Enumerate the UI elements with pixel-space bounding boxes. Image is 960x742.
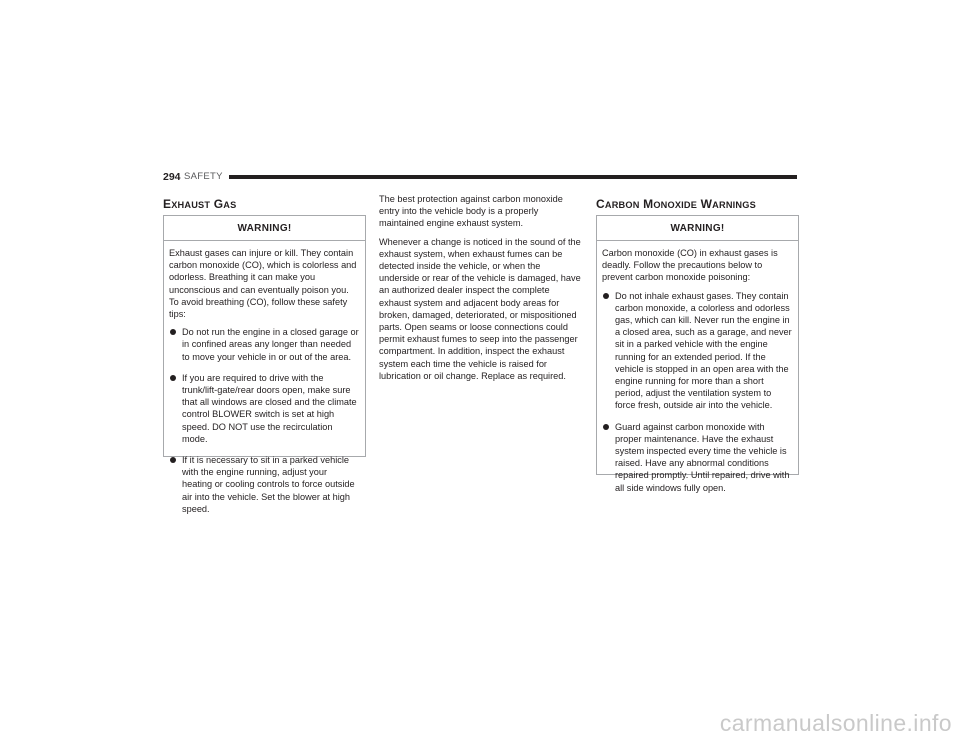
bullet-icon <box>603 424 609 430</box>
watermark: carmanualsonline.info <box>719 710 952 736</box>
page-header <box>163 170 797 184</box>
warning-intro: Carbon monoxide (CO) in exhaust gases is deadly. Follow the precautions below to prevent carbon monoxide poisoning: <box>602 248 778 283</box>
section-name: SAFETY <box>184 171 223 182</box>
co-warning-box <box>596 215 799 493</box>
co-warnings-column <box>596 197 798 212</box>
bullet-icon <box>170 329 176 335</box>
bullet-icon <box>170 457 176 463</box>
paragraph: The best protection against carbon monoxide entry into the vehicle body is a properly maintained engine exhaust system. <box>379 194 563 229</box>
list-item: If you are required to drive with the trunk/lift-gate/rear doors open, make sure that all windows are closed and the climate control BLOWER switch is set at high speed. DO NOT use the recirculation mode. <box>169 372 359 445</box>
co-warnings-heading: CARBON MONOXIDE WARNINGS <box>596 197 756 211</box>
exhaust-system-text <box>379 193 581 388</box>
list-item: Do not inhale exhaust gases. They contain carbon monoxide, a colorless and odorless gas, which can kill. Never run the engine in a closed area, such as a garage, and never sit in a parked vehicle with the engine running for an extended period. If the vehicle is stopped in an open area with the engine running for more than a short period, adjust the ventilation system to force fresh, outside air into the vehicle. <box>602 290 792 412</box>
list-item: Guard against carbon monoxide with proper maintenance. Have the exhaust system inspected every time the vehicle is raised. Have any abnormal conditions repaired promptly. Until repaired, drive with all side windows fully open. <box>602 421 792 494</box>
warning-title: WARNING! <box>164 216 365 241</box>
warning-intro: Exhaust gases can injure or kill. They contain carbon monoxide (CO), which is colorless and odorless. Breathing it can make you unconscious and can eventually poison you. To avoid breathing (CO), follow these safety tips: <box>169 248 357 320</box>
warning-title: WARNING! <box>597 216 798 241</box>
exhaust-gas-heading: EXHAUST GAS <box>163 197 237 211</box>
exhaust-gas-column <box>163 197 365 212</box>
list-item: If it is necessary to sit in a parked vehicle with the engine running, adjust your heating or cooling controls to force outside air into the vehicle. Set the blower at high speed. <box>169 454 359 515</box>
bullet-icon <box>603 293 609 299</box>
bullet-icon <box>170 375 176 381</box>
paragraph: Whenever a change is noticed in the sound of the exhaust system, when exhaust fumes can be detected inside the vehicle, or when the underside or rear of the vehicle is damaged, have an authorized dealer inspect the complete exhaust system and adjacent body areas for broken, damaged, deteriorated, or mispositioned parts. Open seams or loose connections could permit exhaust fumes to seep into the passenger compartment. In addition, inspect the exhaust system each time the vehicle is raised for lubrication or oil change. Replace as required. <box>379 236 581 381</box>
page-number: 294 <box>163 171 181 183</box>
exhaust-warning-box <box>163 215 366 514</box>
header-rule <box>229 175 797 179</box>
list-item: Do not run the engine in a closed garage or in confined areas any longer than needed to move your vehicle in or out of the area. <box>169 326 359 363</box>
